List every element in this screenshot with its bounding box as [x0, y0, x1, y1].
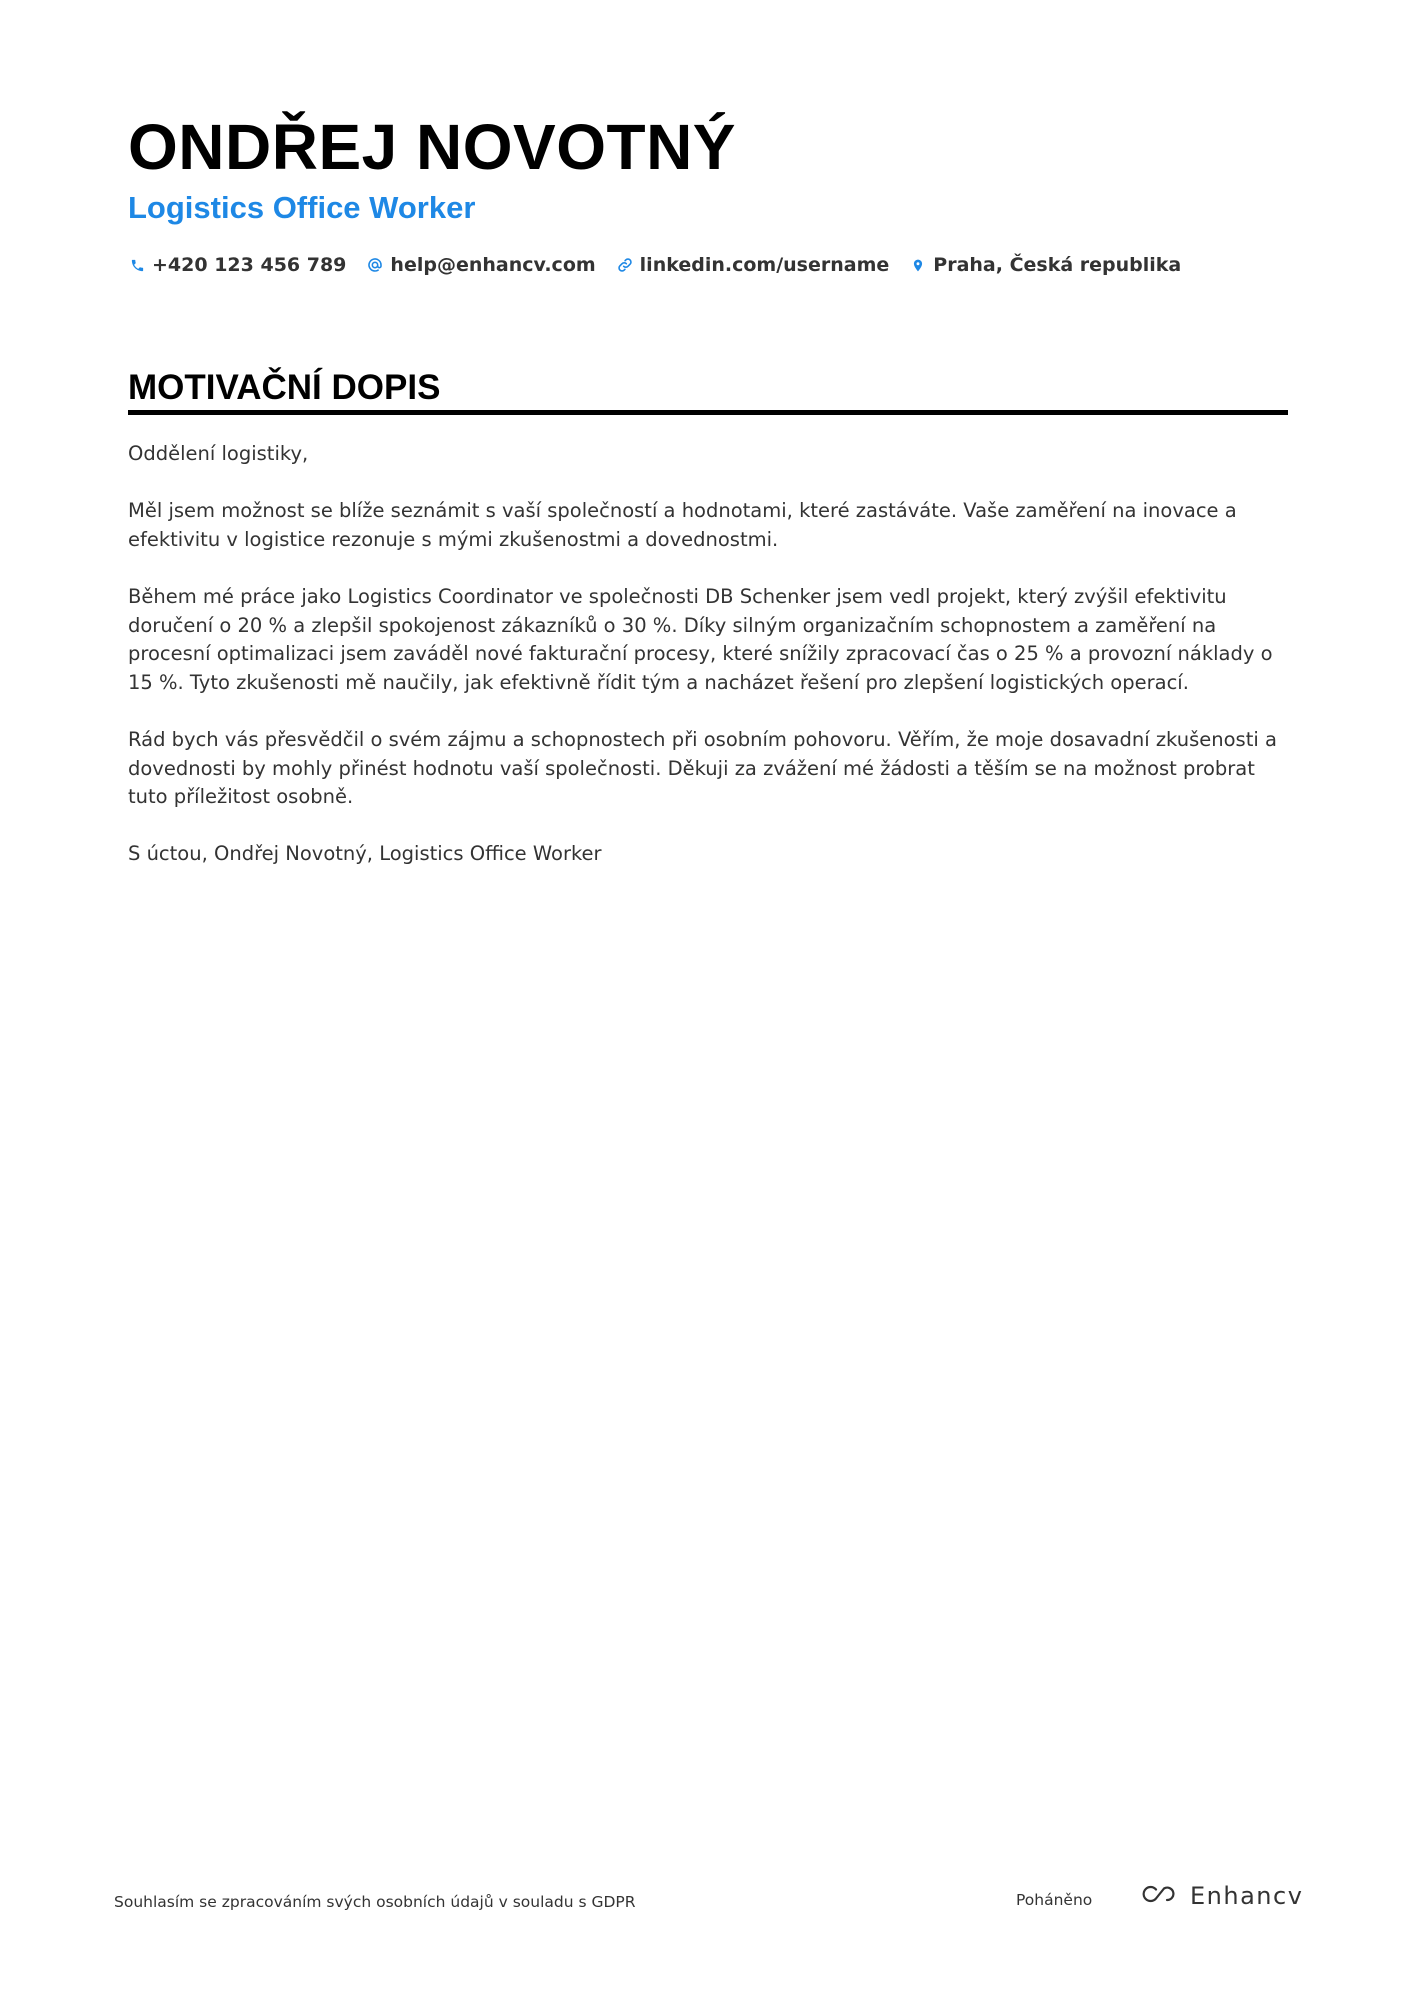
candidate-name: ONDŘEJ NOVOTNÝ — [128, 111, 736, 183]
job-title: Logistics Office Worker — [128, 190, 476, 225]
at-icon — [366, 256, 384, 274]
contact-email[interactable] — [366, 254, 595, 276]
contact-linkedin[interactable] — [616, 254, 890, 276]
contact-phone-text: +420 123 456 789 — [152, 254, 347, 276]
contact-location-text: Praha, Česká republika — [933, 254, 1182, 276]
powered-by-label: Poháněno — [1016, 1891, 1093, 1909]
enhancv-logo-text: Enhancv — [1190, 1882, 1304, 1910]
letter-greeting: Oddělení logistiky, — [128, 442, 309, 465]
gdpr-consent-text: Souhlasím se zpracováním svých osobních údajů v souladu s GDPR — [114, 1893, 636, 1911]
contact-phone — [128, 254, 346, 276]
contact-linkedin-text[interactable]: linkedin.com/username — [639, 254, 890, 276]
section-title: MOTIVAČNÍ DOPIS — [128, 368, 441, 407]
contact-bar — [128, 254, 1181, 276]
letter-paragraph: Měl jsem možnost se blíže seznámit s vaší společností a hodnotami, které zastáváte. Vaše zaměření na inovace a efektivitu v logistice rezonuje s mými zkušenostmi a dovednostmi. — [128, 499, 1237, 551]
letter-closing: S úctou, Ondřej Novotný, Logistics Office Worker — [128, 842, 602, 866]
link-icon — [616, 256, 634, 274]
letter-paragraph: Během mé práce jako Logistics Coordinator ve společnosti DB Schenker jsem vedl projekt, který zvýšil efektivitu doručení o 20 % a zlepšil spokojenost zákazníků o 30 %. Díky silným organizačním schopnostem a zaměření na procesní optimalizaci jsem zaváděl nové fakturační procesy, které snížily zpracovací čas o 25 % a provozní náklady o 15 %. Tyto zkušenosti mě naučily, jak efektivně řídit tým a nacházet řešení pro zlepšení logistických operací. — [128, 584, 1273, 694]
letter-body — [128, 440, 1293, 898]
phone-icon — [128, 256, 146, 274]
location-pin-icon — [909, 256, 927, 274]
contact-location — [909, 254, 1181, 276]
contact-email-text[interactable]: help@enhancv.com — [390, 254, 596, 276]
enhancv-logo-icon — [1136, 1882, 1182, 1910]
enhancv-logo[interactable] — [1136, 1882, 1303, 1910]
letter-paragraph: Rád bych vás přesvědčil o svém zájmu a schopnostech při osobním pohovoru. Věřím, že moje dosavadní zkušenosti a dovednosti by mohly přinést hodnotu vaší společnosti. Děkuji za zvážení mé žádosti a těším se na možnost probrat tuto příležitost osobně. — [128, 727, 1277, 809]
section-divider — [128, 410, 1288, 415]
